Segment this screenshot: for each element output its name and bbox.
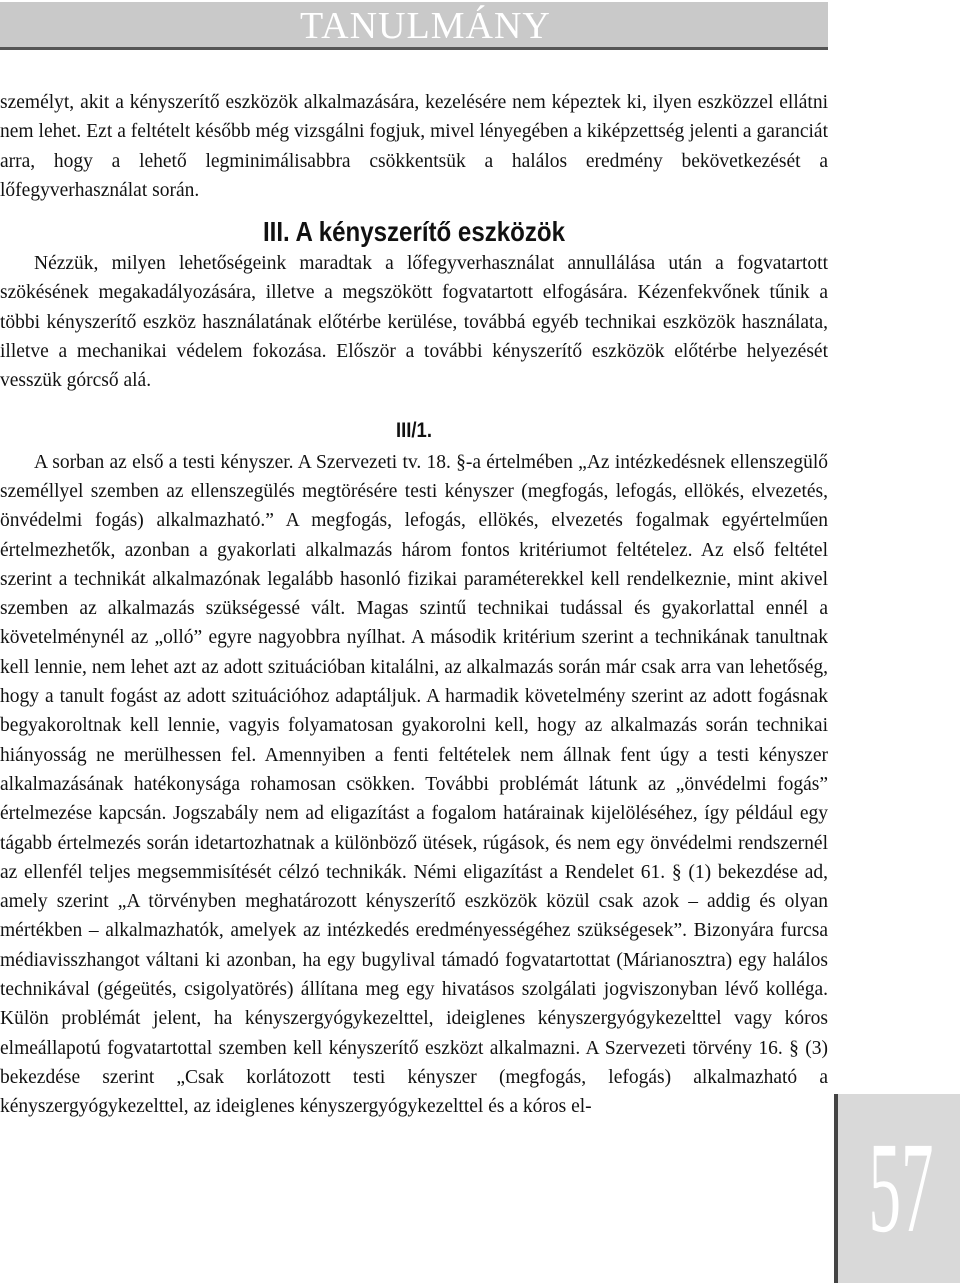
paragraph-section-intro: Nézzük, milyen lehetőségeink maradtak a lőfegyverhasználat annullálása után a fogvatartott szökésének megakadályozására, illetve a megszökött fogvatartott elfogására. Kézenfekvőnek tűnik a többi kényszerítő eszköz használatának előtérbe kerülése, továbbá egyéb technikai eszközök használata, illetve a mechanikai védelem fokozása. Először a további kényszerítő eszközök előtérbe helyezését vesszük górcső alá. <box>0 253 828 392</box>
running-header-title: TANULMÁNY <box>300 5 551 47</box>
page-number-box <box>834 1094 960 1283</box>
subsection-heading: III/1. <box>396 418 432 442</box>
article-body <box>0 88 828 1122</box>
paragraph-physical-coercion: A sorban az első a testi kényszer. A Szervezeti tv. 18. §-a értelmében „Az intézkedésnek ellenszegülő személlyel szemben az ellenszegülés megtörésére testi kényszer (megfogás, lefogás, ellökés, elvezetés, önvédelmi fogás) alkalmazható.” A megfogás, lefogás, ellökés, elvezetés fogalmak egyértelműen értelmezhetők, azonban a gyakorlati alkalmazás három fontos kritériumot feltételez. Az első feltétel szerint a technikát alkalmazónak legalább hasonló fizikai paraméterekkel kell rendelkeznie, mint akivel szemben az alkalmazás szükségessé vált. Magas szintű technikai tudással és gyakorlattal ennél a követelménynél az „olló” egyre nagyobbra nyílhat. A második kritérium szerint a technikának tanultnak kell lennie, nem lehet azt az adott szituációban kitalálni, az alkalmazás során már csak arra van lehetőség, hogy a tanult fogást az adott szituációhoz adaptáljuk. A harmadik követelmény szerint az adott fogásnak begyakoroltnak kell lennie, vagyis folyamatosan gyakorolni kell, hogy az alkalmazás során technikai hiányosság ne merülhessen fel. Amennyiben a fenti feltételek nem állnak fent úgy a testi kényszer alkalmazásának hatékonysága rohamosan csökken. További problémát látunk az „önvédelmi fogás” értelmezése kapcsán. Jogszabály nem ad eligazítást a fogalom határainak kijelöléséhez, így például egy tágabb értelmezés során idetartozhatnak a különböző ütések, rúgások, és nem egy önvédelmi rendszernél az ellenfél teljes megsemmisítését célzó technikák. Némi eligazítást a Rendelet 61. § (1) bekezdése ad, amely szerint „A törvényben meghatározott kényszerítő eszközök közül csak azok – addig és olyan mértékben – alkalmazhatók, amelyek az intézkedés eredményességéhez szükségesek”. Bizonyára furcsa médiavisszhangot váltani ki azonban, ha egy bugylival támadó fogvatartottat (Márianosztra) egy halálos technikával (gégeütés, csigolyatörés) állítana meg egy hivatásos szolgálati jogviszonyban lévő kolléga. Külön problémát jelent, ha kényszergyógykezelttel, ideiglenes kényszergyógykezelttel vagy kóros elmeállapotú fogvatartottal szemben kell kényszerítő eszközt alkalmazni. A Szervezeti törvény 16. § (3) bekezdése szerint „Csak korlátozott testi kényszer (megfogás, lefogás) alkalmazható a kényszergyógykezelttel, az ideiglenes kényszergyógykezelttel és a kóros el- <box>0 451 828 1118</box>
section-heading: III. A kényszerítő eszközök <box>262 216 565 248</box>
page-number: 57 <box>868 1116 934 1260</box>
header-bar <box>0 2 828 50</box>
paragraph-continuation: személyt, akit a kényszerítő eszközök alkalmazására, kezelésére nem képeztek ki, ilyen eszközzel ellátni nem lehet. Ezt a feltételt később még vizsgálni fogjuk, mivel lényegében a kiképzettség jelenti a garanciát arra, hogy a lehető legminimálisabbra csökkentsük a halálos eredmény bekövetkezését a lőfegyverhasználat során. <box>0 92 828 201</box>
